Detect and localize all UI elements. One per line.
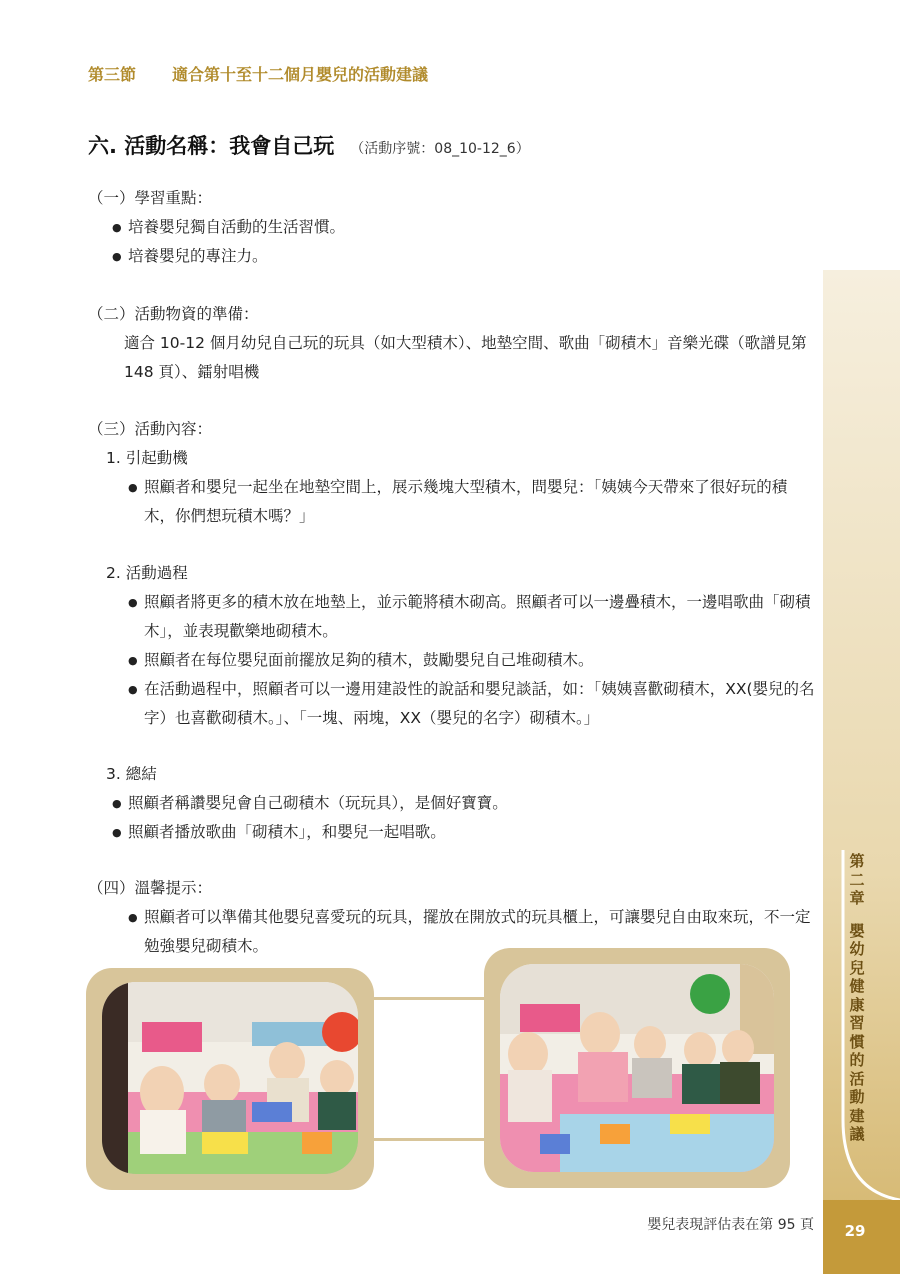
step-2-item-2: ● 照顧者在每位嬰兒面前擺放足夠的積木，鼓勵嬰兒自己堆砌積木。: [88, 646, 818, 675]
section-header: [88, 62, 428, 85]
step-2-section: [88, 559, 818, 733]
step-3-item-2: ● 照顧者播放歌曲「砌積木」，和嬰兒一起唱歌。: [88, 818, 818, 847]
footer-note: 嬰兒表現評估表在第 95 頁: [647, 1217, 814, 1233]
content-heading: （三）活動內容：: [88, 420, 213, 438]
step-1-item-1: ● 照顧者和嬰兒一起坐在地墊空間上，展示幾塊大型積木，問嬰兒：「姨姨今天帶來了很好玩的積木，你們想玩積木嗎？」: [88, 473, 818, 531]
photo-frame-right: [484, 948, 790, 1188]
content-section: [88, 415, 818, 531]
step-2-title: 2. 活動過程: [106, 564, 188, 582]
photo-right-image: [500, 964, 774, 1172]
section-number: 第三節: [88, 65, 137, 84]
step-2-item-1: ● 照顧者將更多的積木放在地墊上，並示範將積木砌高。照顧者可以一邊疊積木，一邊唱歌曲「砌積木」，並表現歡樂地砌積木。: [88, 588, 818, 646]
activity-title: 六. 活動名稱：我會自己玩: [88, 134, 335, 158]
materials-heading: （二）活動物資的準備：: [88, 305, 259, 323]
step-3-item-1: ● 照顧者稱讚嬰兒會自己砌積木（玩玩具），是個好寶寶。: [88, 789, 818, 818]
learning-item-2: ● 培養嬰兒的專注力。: [88, 242, 818, 271]
step-1-title: 1. 引起動機: [106, 449, 188, 467]
activity-title-row: [88, 130, 530, 160]
learning-section: [88, 184, 818, 271]
photo-frame-left: [86, 968, 374, 1190]
sidebar-chapter: [845, 852, 869, 1144]
photo-left-image: [102, 982, 358, 1174]
sidebar-chapter-label: 第二章: [849, 852, 865, 907]
materials-text: 適合 10-12 個月幼兒自己玩的玩具（如大型積木）、地墊空間、歌曲「砌積木」音樂光碟（歌譜見第 148 頁）、鐳射唱機: [124, 334, 807, 381]
materials-section: [88, 300, 818, 387]
photo-connector-top: [370, 997, 488, 1000]
section-title: 適合第十至十二個月嬰兒的活動建議: [172, 65, 429, 84]
learning-heading: （一）學習重點：: [88, 189, 213, 207]
tips-heading: （四）溫馨提示：: [88, 879, 213, 897]
step-3-title: 3. 總結: [106, 765, 157, 783]
step-3-section: [88, 760, 818, 847]
photo-connector-bottom: [370, 1138, 488, 1141]
page-number: 29: [844, 1222, 866, 1240]
sidebar-chapter-title: 嬰幼兒健康習慣的活動建議: [849, 921, 865, 1143]
tips-item-1: ● 照顧者可以準備其他嬰兒喜愛玩的玩具，擺放在開放式的玩具櫃上，可讓嬰兒自由取來玩，不一定勉強嬰兒砌積木。: [88, 903, 818, 961]
learning-item-1: ● 培養嬰兒獨自活動的生活習慣。: [88, 213, 818, 242]
activity-serial: （活動序號：08_10-12_6）: [350, 141, 530, 157]
step-2-item-3: ● 在活動過程中，照顧者可以一邊用建設性的說話和嬰兒談話，如：「姨姨喜歡砌積木，XX(嬰兒的名字）也喜歡砌積木。」、「一塊、兩塊，XX（嬰兒的名字）砌積木。」: [88, 675, 818, 733]
